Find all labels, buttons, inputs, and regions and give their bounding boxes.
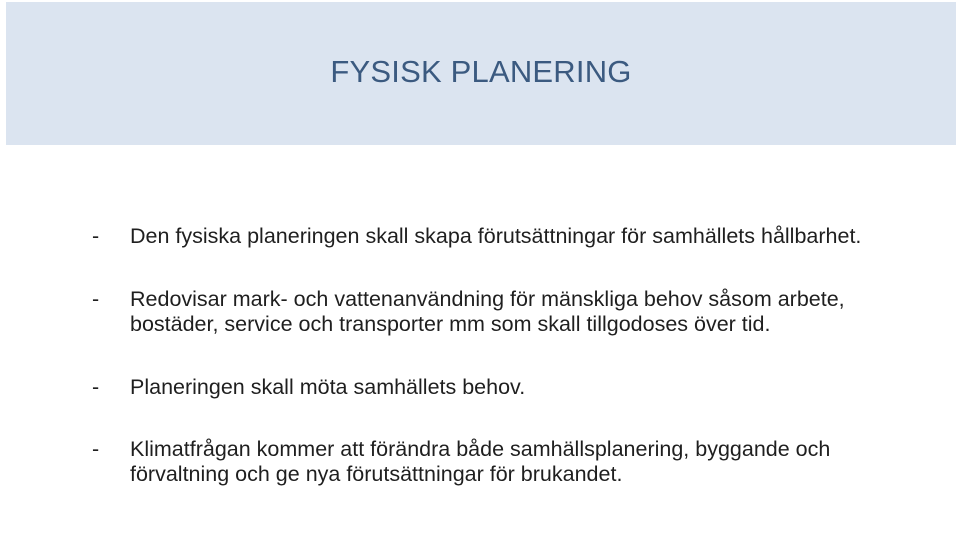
title-banner xyxy=(6,2,956,145)
bullet-text: Redovisar mark- och vattenanvändning för mänskliga behov såsom arbete, bostäder, service och transporter mm som skall tillgodoses över tid. xyxy=(130,287,845,336)
bullet-marker: - xyxy=(92,375,100,399)
bullet-item-3 xyxy=(92,375,892,400)
bullet-text: Klimatfrågan kommer att förändra både samhällsplanering, byggande och förvaltning och ge nya förutsättningar för brukandet. xyxy=(130,437,831,486)
bullet-list xyxy=(92,224,892,487)
bullet-marker: - xyxy=(92,287,100,311)
bullet-marker: - xyxy=(92,437,100,461)
bullet-item-4 xyxy=(92,437,892,487)
bullet-text: Planeringen skall möta samhällets behov. xyxy=(130,375,526,399)
bullet-item-2 xyxy=(92,287,892,337)
bullet-item-1 xyxy=(92,224,892,249)
bullet-marker: - xyxy=(92,224,100,248)
slide-title: FYSISK PLANERING xyxy=(330,54,632,89)
bullet-text: Den fysiska planeringen skall skapa förutsättningar för samhällets hållbarhet. xyxy=(130,224,862,248)
